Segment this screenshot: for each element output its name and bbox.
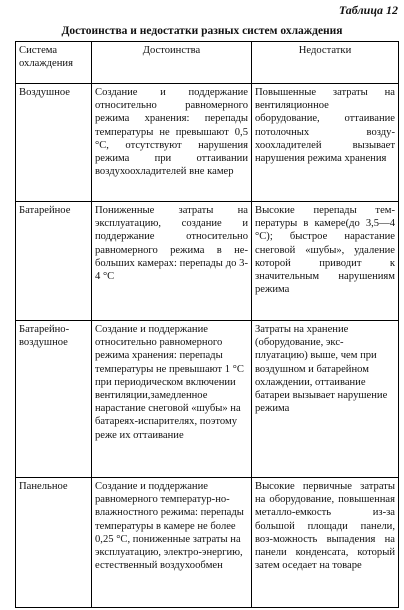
- table-row: [16, 478, 399, 608]
- disadvantages-cell: Высокие первичные затраты на оборудование, повышенная металло-емкость из-за большой площади панели, воз-можность выпадения на панели конденсата, который затем оседает на товаре: [252, 478, 399, 608]
- table-row: [16, 321, 399, 478]
- disadvantages-cell: Высокие перепады тем-пературы в камере(до 3,5—4 °С); быстрое нарастание снеговой «шубы», удаление которой приводит к значительным нарушениям режима: [252, 202, 399, 321]
- advantages-cell: Создание и поддержание равномерного температур-но-влажностного режима: перепады температуры в камере не более 0,25 °С, пониженные затраты на эксплуатацию, электро-энергию, естественный воздухообмен: [92, 478, 252, 608]
- system-cell: Батарейное: [16, 202, 92, 321]
- advantages-cell: Создание и поддержание относительно равномерного режима хранения: перепады температуры не превышают 0,5 °С, отсутствуют нарушения режима при оттаивании воздухоохладителей вне камер: [92, 84, 252, 202]
- header-advantages: Достоинства: [92, 42, 252, 84]
- disadvantages-cell: Затраты на хранение (оборудование, экс-плуатацию) выше, чем при воздушном и батарейном охлаждении, оттаивание батареи вызывает нарушение режима: [252, 321, 399, 478]
- advantages-cell: Пониженные затраты на эксплуатацию, создание и поддержание относительно равномерного режима в не-больших камерах: перепады до 3-4 °С: [92, 202, 252, 321]
- table-number-label: Таблица 12: [338, 3, 398, 17]
- disadvantages-cell: Повышенные затраты на вентиляционное оборудование, оттаивание потолочных возду-хоохладителей вызывает нарушения режима хранения: [252, 84, 399, 202]
- table-title: Достоинства и недостатки разных систем охлаждения: [61, 25, 343, 37]
- system-cell: Воздушное: [16, 84, 92, 202]
- header-system: Система охлаждения: [16, 42, 92, 84]
- table-row: [16, 84, 399, 202]
- advantages-cell: Создание и поддержание относительно равномерного режима хранения: перепады температуры не превышают 1 °С при периодическом включении вентиляции,замедленное нарастание снеговой «шубы» на батареях-испарителях, поэтому реже их оттаивание: [92, 321, 252, 478]
- header-disadvantages: Недостатки: [252, 42, 399, 84]
- table-header-row: [16, 42, 399, 84]
- system-cell: Батарейно- воздушное: [16, 321, 92, 478]
- system-cell: Панельное: [16, 478, 92, 608]
- cooling-systems-table: [15, 41, 399, 608]
- table-row: [16, 202, 399, 321]
